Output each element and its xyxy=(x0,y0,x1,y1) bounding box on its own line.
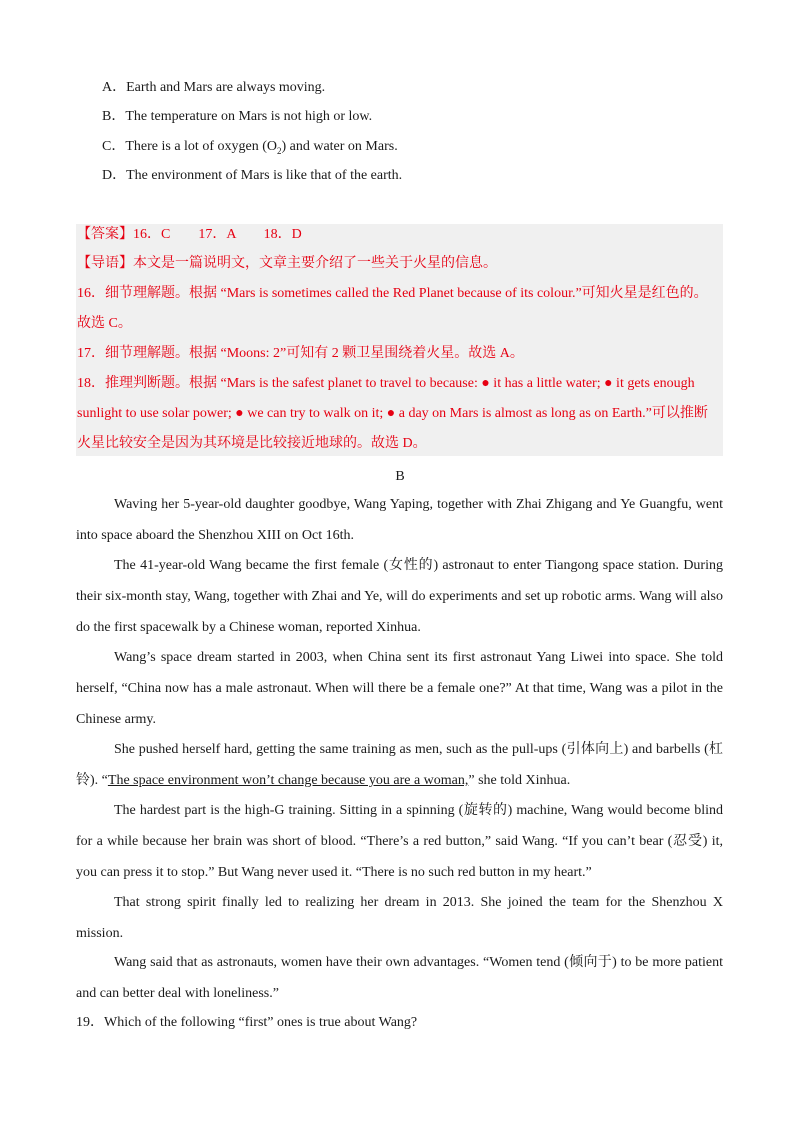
explanation-16-conclusion: 故选 C。 xyxy=(77,316,132,331)
explanation-18-line-1: 18．推理判断题。根据 “Mars is the safest planet to travel to because: ● it has a little water; ● it gets enough xyxy=(77,376,695,391)
paragraph-1: Waving her 5-year-old daughter goodbye, Wang Yaping, together with Zhai Zhigang and Ye Guangfu, went into space aboard the Shenzhou XIII on Oct 16th. xyxy=(76,497,723,543)
paragraph-2: The 41-year-old Wang became the first female (女性的) astronaut to enter Tiangong space station. During their six-month stay, Wang, together with Zhai and Ye, will do experiments and set up robotic arms. Wang will also do the first spacewalk by a Chinese woman, reported Xinhua. xyxy=(76,558,723,635)
underlined-sentence: The space environment won’t change because you are a woman, xyxy=(107,773,469,788)
explanation-16-line: 16．细节理解题。根据 “Mars is sometimes called the Red Planet because of its colour.”可知火星是红色的。 xyxy=(77,286,708,301)
paragraph-7: Wang said that as astronauts, women have their own advantages. “Women tend (倾向于) to be more patient and can better deal with loneliness.” xyxy=(76,955,723,1001)
option-a: A．Earth and Mars are always moving. xyxy=(102,80,326,95)
paragraph-5: The hardest part is the high-G training. Sitting in a spinning (旋转的) machine, Wang would become blind for a while because her brain was short of blood. “There’s a red button,” said Wang. “If you can’t bear (忍受) it, you can press it to stop.” But Wang never used it. “There is no such red button in my heart.” xyxy=(76,803,723,880)
explanation-18-line-2: sunlight to use solar power; ● we can try to walk on it; ● a day on Mars is almost as long as on Earth.”可以推断 xyxy=(77,406,708,421)
paragraph-4: She pushed herself hard, getting the same training as men, such as the pull-ups (引体向上) and barbells (杠铃). “The space environment won’t change because you are a woman,” she told Xinhua. xyxy=(76,742,723,788)
guide-line: 【导语】本文是一篇说明文，文章主要介绍了一些关于火星的信息。 xyxy=(77,256,497,271)
option-c: C．There is a lot of oxygen $(O_2)$ and water on Mars. xyxy=(102,139,398,156)
option-d: D．The environment of Mars is like that of the earth. xyxy=(102,168,403,183)
paragraph-6: That strong spirit finally led to realizing her dream in 2013. She joined the team for the Shenzhou X mission. xyxy=(76,895,723,941)
explanation-18-line-3: 火星比较安全是因为其环境是比较接近地球的。故选 D。 xyxy=(77,436,427,451)
question-19: 19．Which of the following “first” ones is true about Wang? xyxy=(76,1015,418,1030)
paragraph-3: Wang’s space dream started in 2003, when China sent its first astronaut Yang Liwei into space. She told herself, “China now has a male astronaut. When will there be a female one?” At that time, Wang was a pilot in the Chinese army. xyxy=(76,650,723,727)
answer-key-line: 【答案】16．C 17．A 18．D xyxy=(77,227,302,242)
section-title: B xyxy=(395,469,405,484)
explanation-17-line: 17．细节理解题。根据 “Moons: 2”可知有 2 颗卫星围绕着火星。故选 A。 xyxy=(77,346,524,361)
option-b: B．The temperature on Mars is not high or low. xyxy=(102,109,373,124)
